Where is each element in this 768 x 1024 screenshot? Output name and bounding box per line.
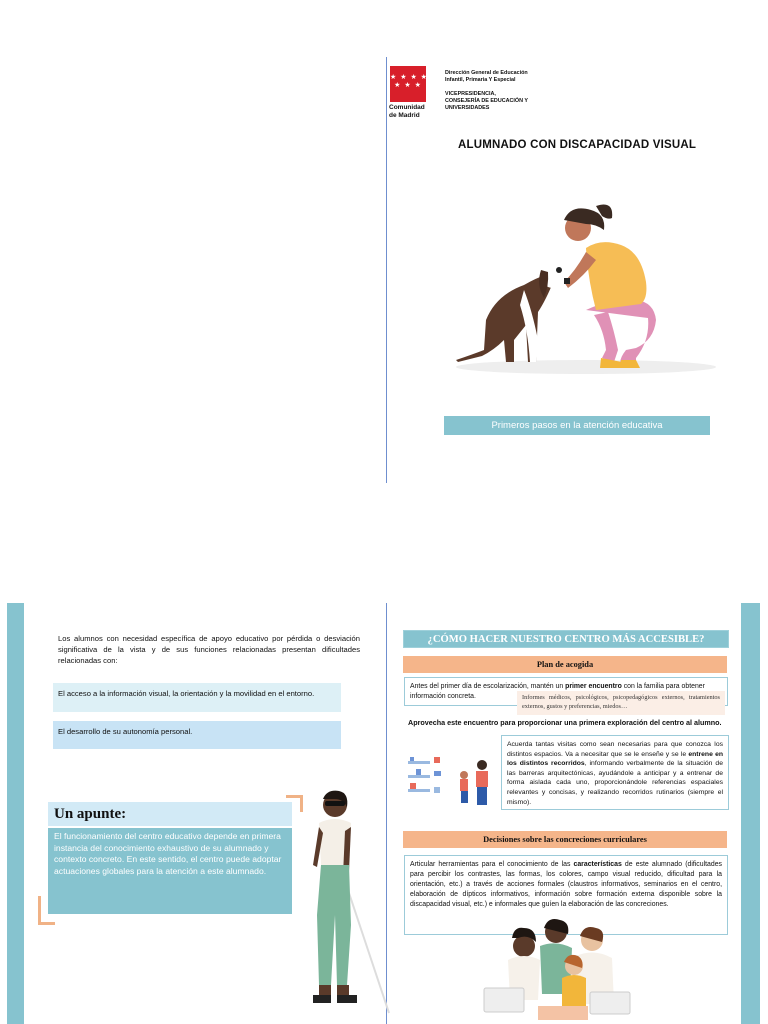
department-header: Dirección General de Educación Infantil, Primaria Y Especial VICEPRESIDENCIA, CONSEJERÍA DE EDUCACIÓN Y UNIVERSIDADES [445,70,528,111]
plan-acogida-box: Antes del primer día de escolarización, mantén un primer encuentro con la familia para obtener información concreta. [404,677,728,706]
decisiones-title: Decisiones sobre las concreciones curriculares [403,831,727,848]
logo-stars-icon: ★ ★ ★ ★ ★ ★ ★ [390,74,428,89]
plan-acogida-title: Plan de acogida [403,656,727,673]
family-info-note: Informes médicos, psicológicos, psicopedagógicos externos, tratamientos externos, gustos y preferencias, miedos… [517,691,725,715]
subtitle-banner: Primeros pasos en la atención educativa [444,416,710,435]
group-with-laptops-illustration [478,918,654,1024]
visits-box: Acuerda tantas visitas como sean necesarias para que conozca los distintos espacios. Va a necesitar que se le enseñe y se le entrene en los distintos recorridos, informando verbalmente de la situación de las barreras arquitectónicas, ayudándole a anticipar y a entrenar de forma aislada cada uno, proporcionándole referencias espaciales relevantes y concisas, y realizando recorridos rutinarios (siempre el mismo). [501,735,729,810]
apunte-title: Un apunte: [48,802,292,826]
madrid-logo [390,66,426,102]
difficulty-item-access: El acceso a la información visual, la orientación y la movilidad en el entorno. [53,683,341,712]
document-title: ALUMNADO CON DISCAPACIDAD VISUAL [458,139,697,151]
logo-wordmark: Comunidad de Madrid [389,104,425,119]
accessibility-section-title: ¿CÓMO HACER NUESTRO CENTRO MÁS ACCESIBLE? [403,630,729,648]
right-decorative-strip [741,603,760,1024]
exploration-paragraph: Aprovecha este encuentro para proporcionar una primera exploración del centro al alumno. [408,718,722,727]
left-decorative-strip [7,603,24,1024]
woman-with-dog-illustration [436,190,716,380]
woman-with-cane-illustration [305,785,395,1015]
page-fold-line-top [386,57,387,483]
apunte-body: El funcionamiento del centro educativo depende en primera instancia del conocimiento exhaustivo de su alumnado y contexto concreto. En este sentido, el centro puede adoptar actuaciones globales para la atención a este alumnado. [48,828,292,914]
children-exploring-illustration [406,757,498,807]
decisiones-box: Articular herramientas para el conocimiento de las características de este alumnado (dificultades para percibir los contrastes, las formas, los colores, campo visual reducido, dificultad para la orientación, etc.) a través de acciones formales (claustros informativos, seminarios en el centro, elaboración de dípticos informativos, información sobre formación externa disponible sobre la discapacidad visual, etc.) e informales que guíen la elaboración de las concreciones. [404,855,728,935]
intro-paragraph: Los alumnos con necesidad específica de apoyo educativo por pérdida o desviación significativa de la vista y de sus funciones relacionadas presentan dificultades relacionadas con: [58,634,360,665]
difficulty-item-autonomy: El desarrollo de su autonomía personal. [53,721,341,749]
